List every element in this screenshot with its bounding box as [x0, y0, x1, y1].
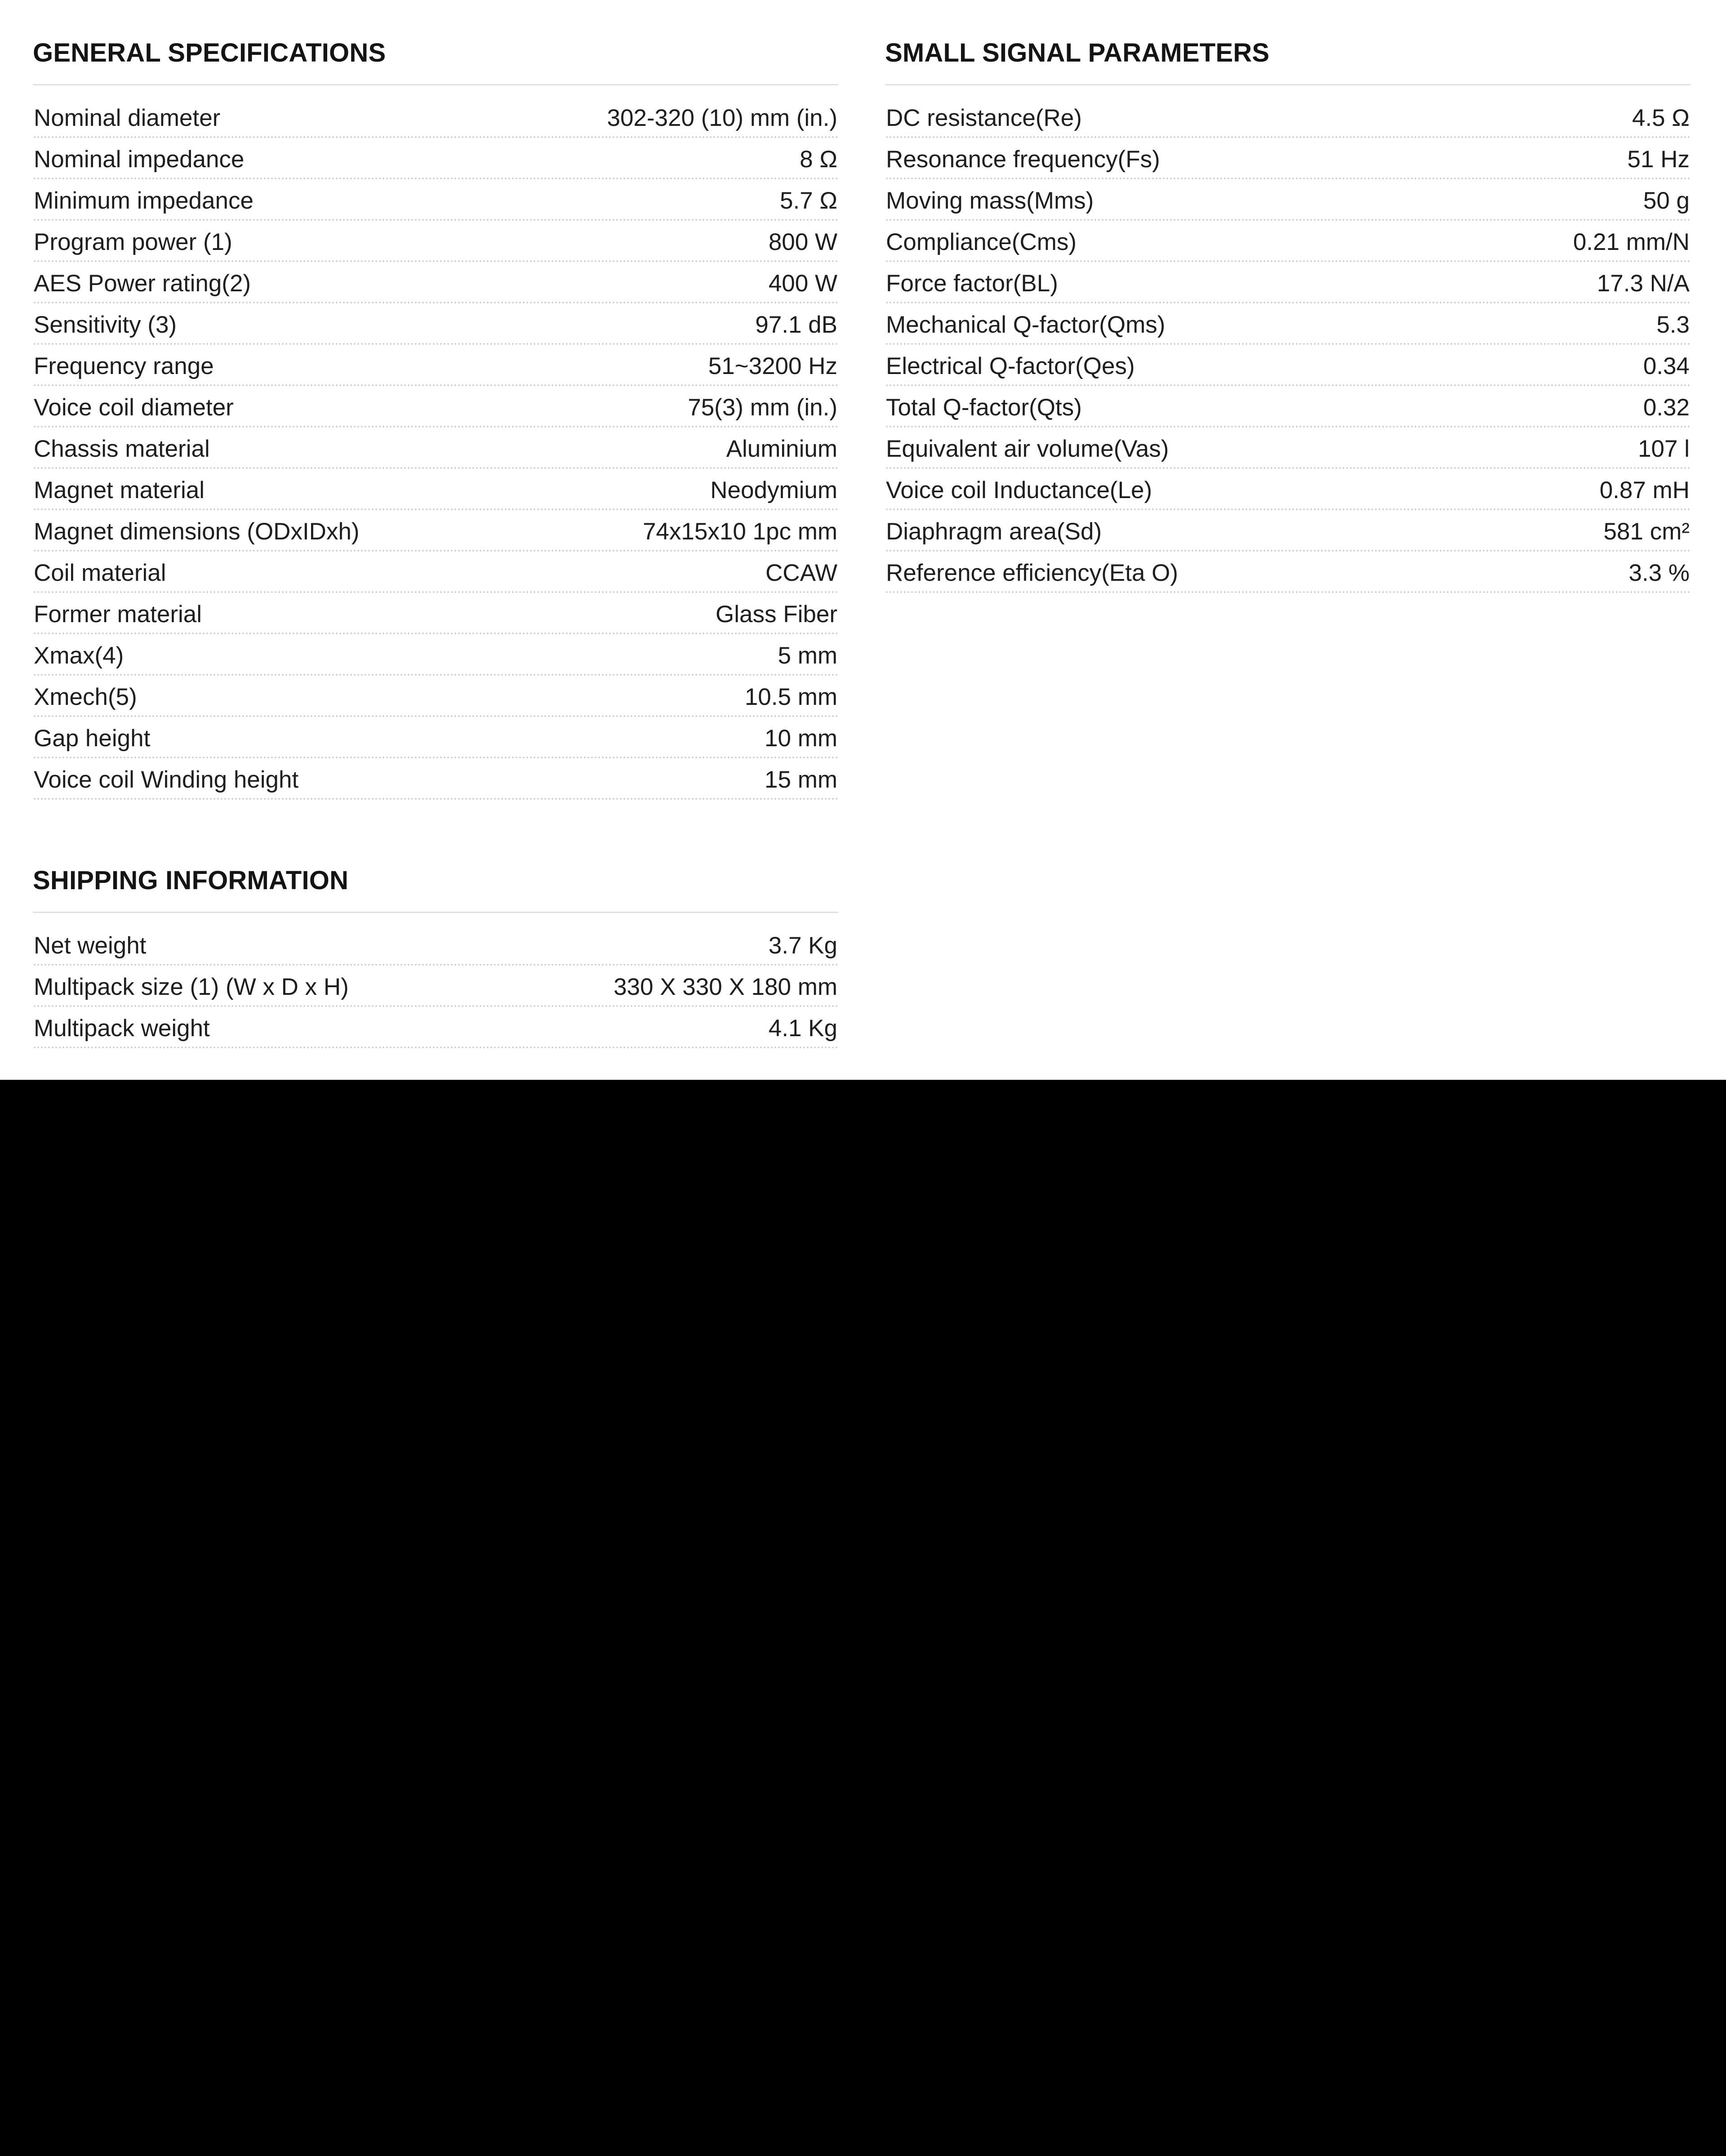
spec-label: AES Power rating(2) [34, 270, 251, 297]
spec-value: 97.1 dB [755, 312, 837, 338]
spec-row [33, 1007, 838, 1048]
spec-row [33, 97, 838, 138]
spec-value: 400 W [768, 270, 837, 297]
spec-value: 74x15x10 1pc mm [642, 518, 837, 545]
spec-value: 17.3 N/A [1597, 270, 1690, 297]
spec-row [33, 966, 838, 1007]
spec-value: 51 Hz [1627, 146, 1690, 173]
spec-row [33, 262, 838, 303]
general-specifications-section [33, 37, 838, 806]
spec-label: Magnet dimensions (ODxIDxh) [34, 518, 360, 545]
spec-label: Multipack size (1) (W x D x H) [34, 974, 349, 1000]
section-divider [33, 84, 838, 85]
spec-row [885, 345, 1690, 386]
spec-row [885, 179, 1690, 221]
spec-label: Net weight [34, 932, 147, 959]
spec-value: 0.21 mm/N [1573, 229, 1690, 255]
spec-value: 302-320 (10) mm (in.) [607, 105, 837, 131]
spec-row [885, 221, 1690, 262]
spec-label: Chassis material [34, 436, 210, 462]
empty-black-area [0, 1080, 1726, 2156]
spec-label: Force factor(BL) [886, 270, 1058, 297]
spec-row [33, 676, 838, 717]
spec-value: 15 mm [765, 766, 837, 793]
spec-label: Compliance(Cms) [886, 229, 1077, 255]
spec-value: 0.32 [1643, 394, 1690, 421]
spec-row [33, 717, 838, 758]
spec-label: DC resistance(Re) [886, 105, 1082, 131]
spec-row [33, 593, 838, 634]
spec-row [33, 552, 838, 593]
spec-row [33, 469, 838, 510]
spec-label: Reference efficiency(Eta O) [886, 560, 1179, 586]
spec-value: CCAW [765, 560, 837, 586]
shipping-information-section [33, 865, 838, 1054]
section-title: SMALL SIGNAL PARAMETERS [885, 38, 1270, 67]
spec-label: Electrical Q-factor(Qes) [886, 353, 1135, 379]
spec-label: Mechanical Q-factor(Qms) [886, 312, 1165, 338]
spec-row [885, 552, 1690, 593]
spec-value: 4.5 Ω [1632, 105, 1690, 131]
spec-row [885, 303, 1690, 345]
spec-row [885, 262, 1690, 303]
spec-value: 107 l [1638, 436, 1690, 462]
spec-label: Nominal impedance [34, 146, 245, 173]
spec-row [33, 221, 838, 262]
spec-value: Neodymium [710, 477, 837, 503]
spec-label: Resonance frequency(Fs) [886, 146, 1160, 173]
spec-label: Voice coil diameter [34, 394, 234, 421]
spec-label: Sensitivity (3) [34, 312, 177, 338]
spec-value: Glass Fiber [716, 601, 837, 628]
spec-table [885, 97, 1690, 593]
spec-value: 51~3200 Hz [708, 353, 837, 379]
spec-value: 50 g [1643, 187, 1690, 214]
spec-label: Minimum impedance [34, 187, 254, 214]
spec-value: 75(3) mm (in.) [688, 394, 837, 421]
spec-value: Aluminium [726, 436, 837, 462]
spec-row [33, 303, 838, 345]
spec-label: Equivalent air volume(Vas) [886, 436, 1169, 462]
spec-value: 8 Ω [800, 146, 837, 173]
spec-row [885, 428, 1690, 469]
spec-value: 581 cm² [1603, 518, 1690, 545]
spec-table [33, 924, 838, 1048]
section-title: SHIPPING INFORMATION [33, 866, 349, 895]
spec-table [33, 97, 838, 800]
spec-row [885, 97, 1690, 138]
spec-label: Nominal diameter [34, 105, 221, 131]
spec-label: Frequency range [34, 353, 214, 379]
spec-row [33, 345, 838, 386]
spec-label: Former material [34, 601, 202, 628]
spec-row [33, 428, 838, 469]
spec-label: Diaphragm area(Sd) [886, 518, 1102, 545]
spec-value: 3.7 Kg [768, 932, 837, 959]
spec-value: 0.34 [1643, 353, 1690, 379]
spec-label: Xmax(4) [34, 642, 124, 669]
spec-label: Multipack weight [34, 1015, 210, 1042]
spec-label: Xmech(5) [34, 684, 137, 710]
spec-value: 5.3 [1656, 312, 1690, 338]
spec-value: 0.87 mH [1599, 477, 1690, 503]
spec-label: Moving mass(Mms) [886, 187, 1094, 214]
spec-row [33, 386, 838, 428]
spec-value: 800 W [768, 229, 837, 255]
section-divider [33, 912, 838, 913]
spec-value: 3.3 % [1628, 560, 1690, 586]
spec-value: 330 X 330 X 180 mm [614, 974, 837, 1000]
small-signal-parameters-section [885, 37, 1690, 599]
spec-label: Voice coil Winding height [34, 766, 299, 793]
section-title: GENERAL SPECIFICATIONS [33, 38, 386, 67]
spec-label: Magnet material [34, 477, 205, 503]
spec-row [33, 138, 838, 179]
spec-value: 10 mm [765, 725, 837, 752]
spec-value: 5.7 Ω [779, 187, 837, 214]
spec-row [33, 179, 838, 221]
spec-row [885, 386, 1690, 428]
spec-row [885, 510, 1690, 552]
spec-value: 5 mm [778, 642, 837, 669]
spec-row [33, 634, 838, 676]
spec-row [33, 924, 838, 966]
spec-label: Coil material [34, 560, 166, 586]
spec-value: 10.5 mm [744, 684, 837, 710]
spec-row [885, 469, 1690, 510]
spec-label: Program power (1) [34, 229, 232, 255]
spec-label: Total Q-factor(Qts) [886, 394, 1082, 421]
spec-label: Gap height [34, 725, 151, 752]
spec-value: 4.1 Kg [768, 1015, 837, 1042]
section-divider [885, 84, 1690, 85]
spec-row [33, 510, 838, 552]
spec-row [885, 138, 1690, 179]
spec-label: Voice coil Inductance(Le) [886, 477, 1152, 503]
spec-row [33, 758, 838, 800]
